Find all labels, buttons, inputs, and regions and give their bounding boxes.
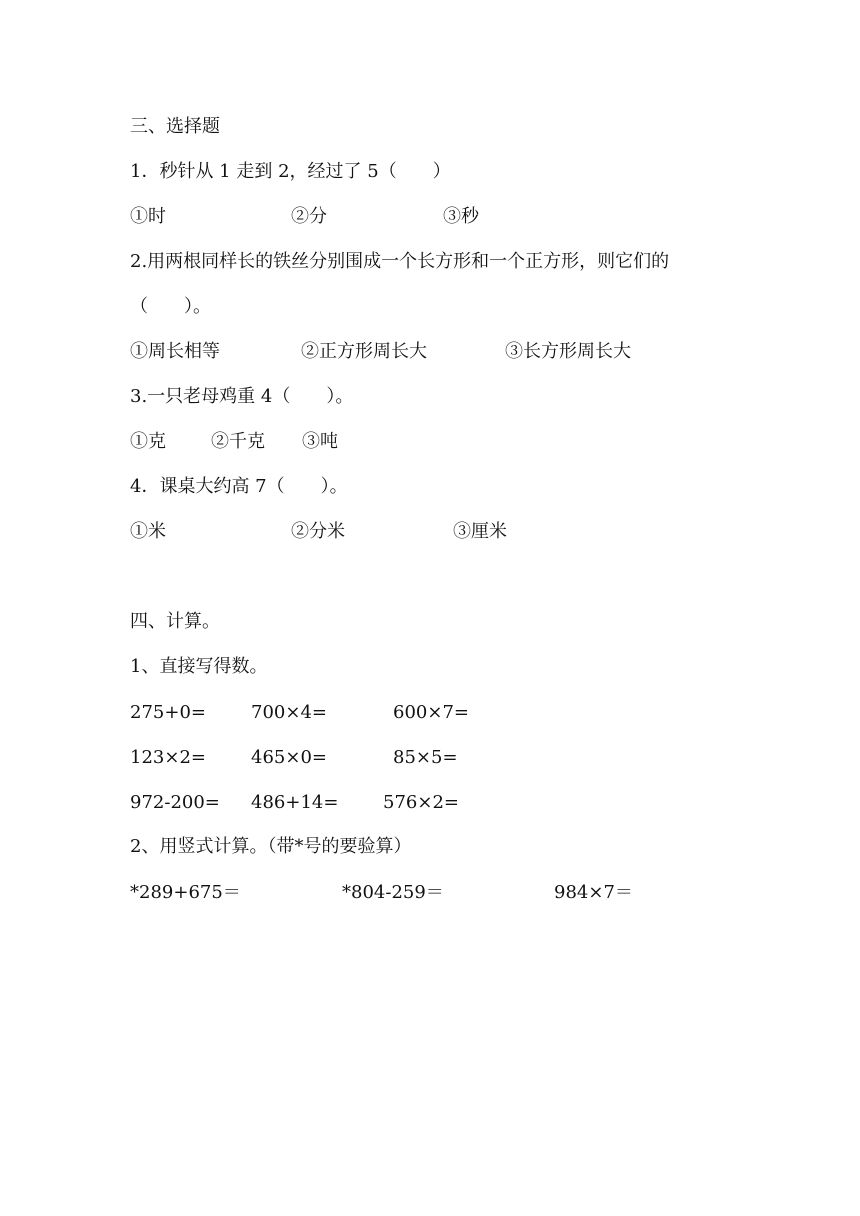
calc-item: 486+14=: [251, 792, 339, 813]
calc-item: 275+0=: [130, 702, 206, 723]
part-2-title: 2、用竖式计算。（带*号的要验算）: [130, 836, 412, 857]
part-1-title: 1、直接写得数。: [130, 656, 268, 677]
question-4-text: 4．课桌大约高 7（ ）。: [130, 476, 348, 497]
q1-option-1: ①时: [130, 206, 166, 227]
section-3-title: 三、选择题: [130, 116, 220, 137]
calc-item: 600×7=: [393, 702, 469, 723]
q1-option-2: ②分: [291, 206, 327, 227]
calc-item: 700×4=: [251, 702, 327, 723]
question-3-text: 3.一只老母鸡重 4（ ）。: [130, 386, 354, 407]
q3-option-3: ③吨: [302, 431, 338, 452]
calc-item: 972-200=: [130, 792, 220, 813]
q4-option-1: ①米: [130, 521, 166, 542]
q3-option-1: ①克: [130, 431, 166, 452]
calc-item: 576×2=: [383, 792, 459, 813]
vertical-calc-item: *804-259＝: [342, 882, 444, 903]
question-1-text: 1．秒针从 1 走到 2，经过了 5（ ）: [130, 161, 451, 182]
calc-item: 85×5=: [393, 747, 458, 768]
calc-item: 465×0=: [251, 747, 327, 768]
q1-option-3: ③秒: [443, 206, 479, 227]
q2-option-1: ①周长相等: [130, 341, 220, 362]
section-4-title: 四、计算。: [130, 611, 220, 632]
q4-option-3: ③厘米: [453, 521, 507, 542]
calc-item: 123×2=: [130, 747, 206, 768]
vertical-calc-item: 984×7＝: [554, 882, 633, 903]
vertical-calc-item: *289+675＝: [130, 882, 241, 903]
q2-option-3: ③长方形周长大: [505, 341, 631, 362]
q3-option-2: ②千克: [211, 431, 265, 452]
q4-option-2: ②分米: [291, 521, 345, 542]
question-2-text-line2: （ ）。: [130, 296, 211, 317]
q2-option-2: ②正方形周长大: [301, 341, 427, 362]
question-2-text-line1: 2.用两根同样长的铁丝分别围成一个长方形和一个正方形，则它们的: [130, 251, 670, 272]
